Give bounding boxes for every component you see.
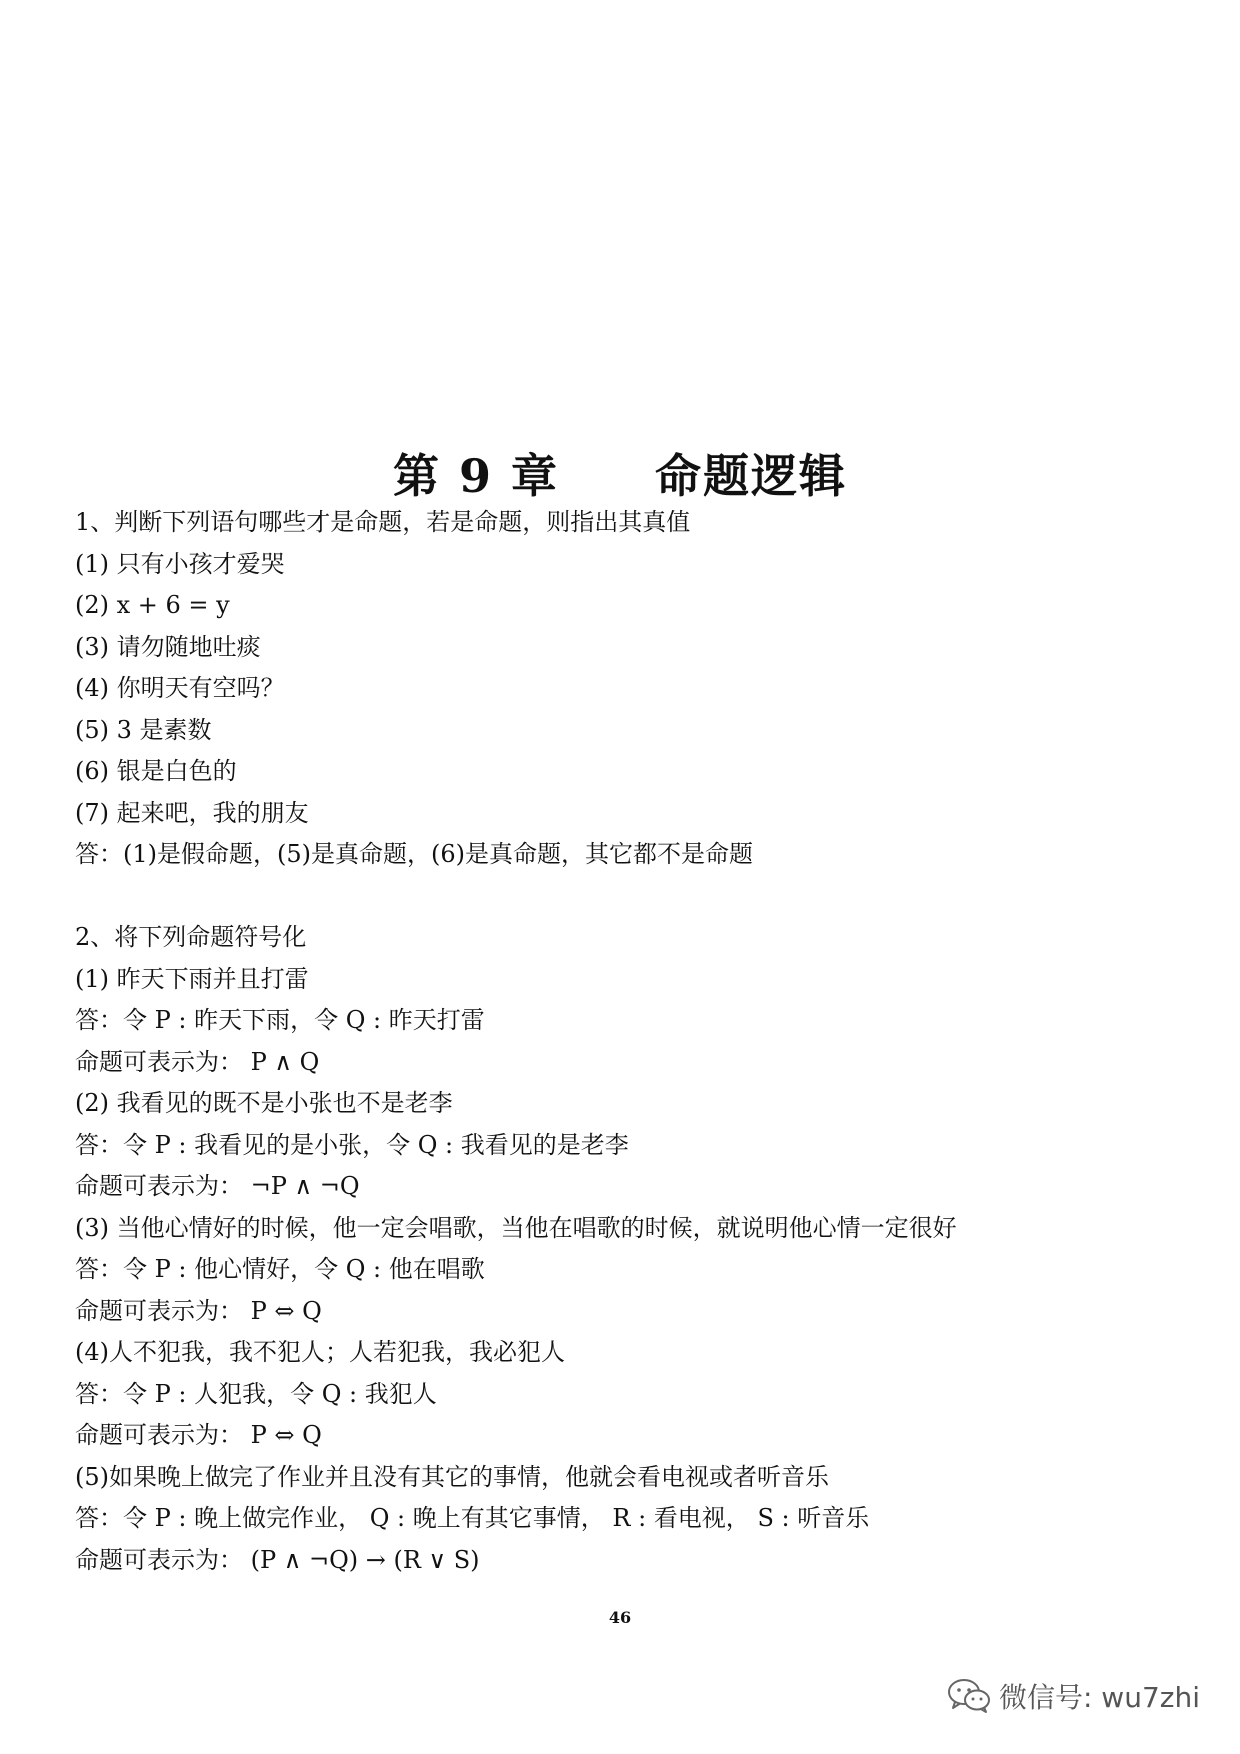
wechat-icon [947, 1678, 991, 1714]
section-spacer [75, 876, 1175, 918]
page-number: 46 [608, 1608, 632, 1627]
question-2-answer: 答：令 P : 人犯我，令 Q : 我犯人 [75, 1379, 437, 1408]
question-1-item: (5) 3 是素数 [75, 715, 212, 744]
question-2-prompt: 2、将下列命题符号化 [75, 923, 307, 951]
question-1-answer: 答：(1)是假命题，(5)是真命题，(6)是真命题，其它都不是命题 [75, 840, 753, 868]
question-2-answer: 答：令 P : 他心情好，令 Q : 他在唱歌 [75, 1255, 485, 1283]
question-2-formula: 命题可表示为： P ⇔ Q [75, 1296, 322, 1325]
question-2-statement: (4)人不犯我，我不犯人；人若犯我，我必犯人 [75, 1338, 565, 1366]
question-2-formula: 命题可表示为： ¬P ∧ ¬Q [75, 1172, 360, 1200]
question-2-statement: (2) 我看见的既不是小张也不是老李 [75, 1089, 453, 1117]
question-1-prompt: 1、判断下列语句哪些才是命题，若是命题，则指出其真值 [75, 508, 691, 536]
question-2-statement: (3) 当他心情好的时候，他一定会唱歌，当他在唱歌的时候，就说明他心情一定很好 [75, 1213, 957, 1242]
question-1-item: (6) 银是白色的 [75, 757, 237, 785]
question-1-item: (3) 请勿随地吐痰 [75, 632, 261, 661]
question-2-answer: 答：令 P : 昨天下雨，令 Q : 昨天打雷 [75, 1006, 485, 1034]
question-2-formula: 命题可表示为： P ∧ Q [75, 1047, 320, 1076]
question-1-item: (4) 你明天有空吗？ [75, 674, 285, 702]
question-2-formula: 命题可表示为： P ⇔ Q [75, 1421, 322, 1449]
question-1-item: (2) x + 6 = y [75, 591, 230, 619]
wechat-watermark [947, 1676, 1200, 1716]
chapter-name: 命题逻辑 [655, 449, 848, 503]
question-1-item: (1) 只有小孩才爱哭 [75, 549, 285, 578]
document-body [75, 502, 1175, 1581]
watermark-text: 微信号: wu7zhi [998, 1681, 1200, 1714]
question-1-item: (7) 起来吧，我的朋友 [75, 798, 309, 827]
question-2-answer: 答：令 P : 我看见的是小张，令 Q : 我看见的是老李 [75, 1130, 629, 1159]
question-2-statement: (1) 昨天下雨并且打雷 [75, 964, 309, 993]
question-2-answer: 答：令 P : 晚上做完作业， Q : 晚上有其它事情， R : 看电视， S : 听音乐 [75, 1504, 870, 1532]
chapter-title [0, 440, 1240, 506]
chapter-number: 第 9 章 [392, 449, 560, 503]
question-2-formula: 命题可表示为： (P ∧ ¬Q) → (R ∨ S) [75, 1545, 480, 1574]
question-2-statement: (5)如果晚上做完了作业并且没有其它的事情，他就会看电视或者听音乐 [75, 1462, 829, 1491]
